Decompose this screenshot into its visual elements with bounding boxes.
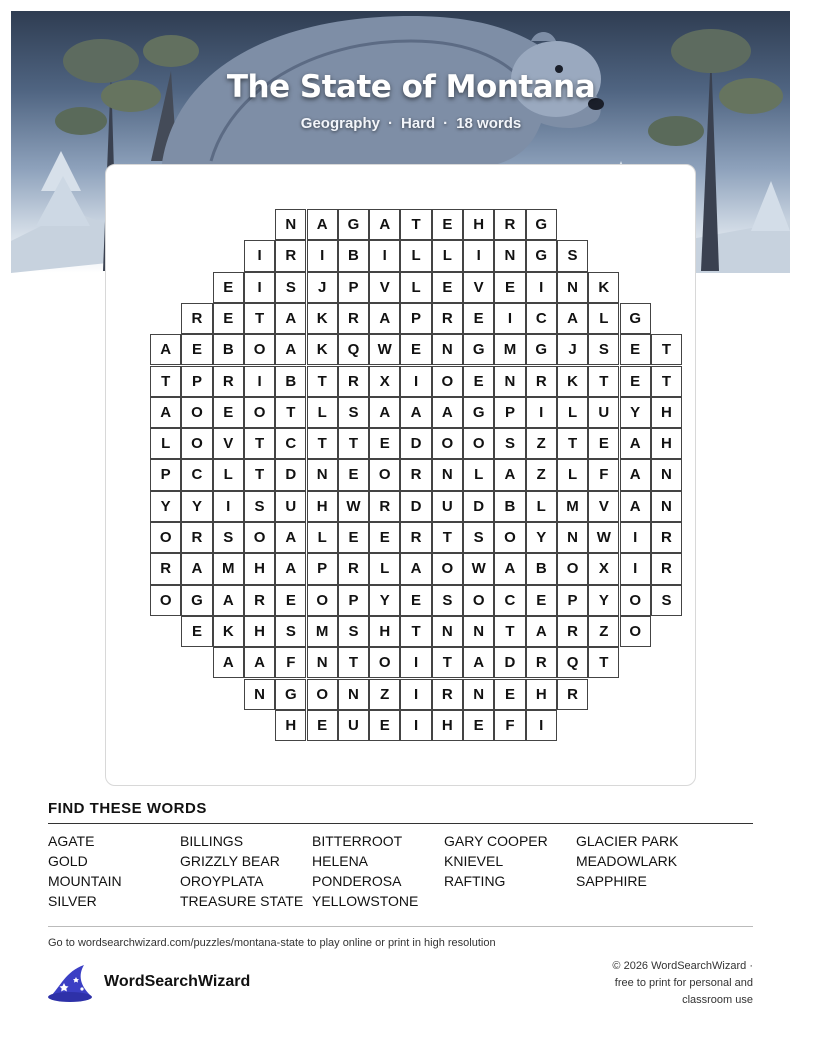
grid-cell: C	[494, 585, 525, 616]
grid-cell: K	[557, 366, 588, 397]
puzzle-meta	[11, 115, 790, 132]
grid-cell: I	[526, 397, 557, 428]
grid-cell: A	[369, 209, 400, 240]
grid-cell: P	[150, 459, 181, 490]
grid-cell: I	[244, 272, 275, 303]
grid-cell: T	[307, 366, 338, 397]
grid-cell: H	[275, 710, 306, 741]
grid-cell: I	[244, 366, 275, 397]
grid-cell: A	[494, 553, 525, 584]
word-list-item: RAFTING	[444, 873, 506, 889]
grid-cell: A	[400, 553, 431, 584]
grid-cell: F	[588, 459, 619, 490]
word-list-item: SILVER	[48, 893, 97, 909]
grid-cell: T	[150, 366, 181, 397]
grid-cell: A	[150, 397, 181, 428]
grid-cell: R	[244, 585, 275, 616]
separator: ·	[387, 115, 393, 132]
word-list-item: GOLD	[48, 853, 88, 869]
grid-cell: E	[588, 428, 619, 459]
grid-cell: E	[400, 585, 431, 616]
grid-cell: L	[150, 428, 181, 459]
grid-cell: A	[275, 553, 306, 584]
word-list-heading: FIND THESE WORDS	[48, 800, 207, 817]
word-list-item: SAPPHIRE	[576, 873, 647, 889]
grid-cell: H	[244, 616, 275, 647]
grid-cell: L	[369, 553, 400, 584]
grid-cell: W	[463, 553, 494, 584]
grid-cell: F	[275, 647, 306, 678]
grid-cell: C	[181, 459, 212, 490]
grid-cell: O	[432, 366, 463, 397]
grid-cell: N	[307, 647, 338, 678]
word-list-item: HELENA	[312, 853, 369, 869]
grid-cell: T	[588, 366, 619, 397]
grid-cell: L	[307, 397, 338, 428]
grid-cell: N	[494, 366, 525, 397]
grid-cell: Q	[338, 334, 369, 365]
grid-cell: A	[275, 522, 306, 553]
grid-cell: Y	[588, 585, 619, 616]
grid-cell: G	[463, 397, 494, 428]
grid-cell: A	[432, 397, 463, 428]
grid-cell: E	[620, 334, 651, 365]
grid-cell: E	[213, 397, 244, 428]
grid-cell: T	[400, 616, 431, 647]
grid-cell: T	[338, 647, 369, 678]
grid-cell: I	[400, 679, 431, 710]
grid-cell: S	[557, 240, 588, 271]
grid-cell: R	[557, 679, 588, 710]
grid-cell: G	[275, 679, 306, 710]
grid-cell: B	[526, 553, 557, 584]
grid-cell: X	[588, 553, 619, 584]
grid-cell: O	[557, 553, 588, 584]
grid-cell: R	[338, 303, 369, 334]
grid-cell: L	[400, 272, 431, 303]
grid-cell: K	[307, 303, 338, 334]
grid-cell: T	[275, 397, 306, 428]
grid-cell: A	[275, 334, 306, 365]
grid-cell: I	[213, 491, 244, 522]
grid-cell: Y	[369, 585, 400, 616]
grid-cell: O	[620, 616, 651, 647]
grid-cell: R	[181, 522, 212, 553]
grid-cell: E	[338, 522, 369, 553]
grid-cell: E	[369, 428, 400, 459]
grid-cell: S	[275, 272, 306, 303]
grid-cell: N	[463, 679, 494, 710]
grid-cell: A	[463, 647, 494, 678]
grid-cell: G	[463, 334, 494, 365]
grid-cell: H	[651, 397, 682, 428]
grid-cell: B	[213, 334, 244, 365]
grid-cell: A	[244, 647, 275, 678]
divider	[48, 823, 753, 824]
grid-cell: R	[338, 553, 369, 584]
grid-cell: J	[557, 334, 588, 365]
difficulty-label: Hard	[400, 115, 436, 132]
grid-cell: R	[651, 553, 682, 584]
grid-cell: H	[432, 710, 463, 741]
grid-cell: G	[526, 209, 557, 240]
grid-cell: I	[400, 647, 431, 678]
grid-cell: K	[213, 616, 244, 647]
grid-cell: M	[494, 334, 525, 365]
grid-cell: O	[150, 522, 181, 553]
brand-name: WordSearchWizard	[104, 973, 251, 990]
grid-cell: R	[432, 679, 463, 710]
grid-cell: N	[651, 491, 682, 522]
grid-cell: T	[432, 522, 463, 553]
grid-cell: E	[432, 209, 463, 240]
grid-cell: L	[213, 459, 244, 490]
grid-cell: A	[213, 647, 244, 678]
grid-cell: N	[244, 679, 275, 710]
grid-cell: N	[275, 209, 306, 240]
grid-cell: O	[463, 428, 494, 459]
grid-cell: E	[463, 710, 494, 741]
grid-cell: A	[620, 428, 651, 459]
word-list-item: YELLOWSTONE	[312, 893, 419, 909]
word-list-item: KNIEVEL	[444, 853, 504, 869]
grid-cell: P	[400, 303, 431, 334]
grid-cell: R	[651, 522, 682, 553]
grid-cell: G	[181, 585, 212, 616]
grid-cell: H	[307, 491, 338, 522]
grid-cell: P	[557, 585, 588, 616]
grid-cell: A	[150, 334, 181, 365]
grid-cell: V	[463, 272, 494, 303]
grid-cell: P	[307, 553, 338, 584]
page-title: The State of Montana	[226, 69, 596, 105]
grid-cell: N	[557, 272, 588, 303]
grid-cell: O	[620, 585, 651, 616]
grid-cell: N	[463, 616, 494, 647]
grid-cell: X	[369, 366, 400, 397]
grid-cell: A	[307, 209, 338, 240]
grid-cell: W	[338, 491, 369, 522]
grid-cell: Q	[557, 647, 588, 678]
grid-cell: S	[338, 397, 369, 428]
grid-cell: R	[432, 303, 463, 334]
grid-cell: T	[244, 303, 275, 334]
grid-cell: R	[150, 553, 181, 584]
word-list-item: BILLINGS	[180, 833, 244, 849]
grid-cell: P	[494, 397, 525, 428]
grid-cell: L	[463, 459, 494, 490]
grid-cell: A	[557, 303, 588, 334]
grid-cell: N	[651, 459, 682, 490]
copyright-line: © 2026 WordSearchWizard ·	[612, 960, 753, 972]
grid-cell: D	[400, 428, 431, 459]
grid-cell: E	[463, 366, 494, 397]
grid-cell: C	[526, 303, 557, 334]
grid-cell: T	[244, 428, 275, 459]
grid-cell: O	[432, 428, 463, 459]
grid-cell: A	[369, 303, 400, 334]
grid-cell: E	[213, 303, 244, 334]
grid-cell: L	[307, 522, 338, 553]
grid-cell: N	[338, 679, 369, 710]
grid-cell: T	[338, 428, 369, 459]
grid-cell: E	[400, 334, 431, 365]
grid-cell: I	[526, 272, 557, 303]
grid-cell: O	[369, 647, 400, 678]
word-list-item: BITTERROOT	[312, 833, 403, 849]
grid-cell: E	[213, 272, 244, 303]
grid-cell: T	[557, 428, 588, 459]
grid-cell: S	[432, 585, 463, 616]
grid-cell: N	[432, 616, 463, 647]
grid-cell: L	[557, 397, 588, 428]
grid-cell: P	[181, 366, 212, 397]
grid-cell: I	[400, 366, 431, 397]
grid-cell: T	[432, 647, 463, 678]
grid-cell: E	[181, 616, 212, 647]
grid-cell: T	[244, 459, 275, 490]
grid-cell: T	[494, 616, 525, 647]
grid-cell: O	[307, 585, 338, 616]
grid-cell: E	[620, 366, 651, 397]
grid-cell: Y	[181, 491, 212, 522]
word-list-item: AGATE	[48, 833, 95, 849]
grid-cell: A	[494, 459, 525, 490]
grid-cell: R	[338, 366, 369, 397]
grid-cell: U	[275, 491, 306, 522]
grid-cell: L	[588, 303, 619, 334]
grid-cell: Z	[369, 679, 400, 710]
grid-cell: A	[526, 616, 557, 647]
grid-cell: R	[526, 647, 557, 678]
grid-cell: S	[244, 491, 275, 522]
grid-cell: Z	[588, 616, 619, 647]
footer-url: Go to wordsearchwizard.com/puzzles/montana-state to play online or print in high resolution	[48, 937, 496, 949]
grid-cell: V	[588, 491, 619, 522]
grid-cell: I	[620, 553, 651, 584]
grid-cell: I	[307, 240, 338, 271]
grid-cell: G	[338, 209, 369, 240]
grid-cell: O	[181, 428, 212, 459]
grid-cell: D	[275, 459, 306, 490]
grid-cell: B	[275, 366, 306, 397]
grid-cell: A	[275, 303, 306, 334]
grid-cell: Z	[526, 459, 557, 490]
grid-cell: R	[400, 522, 431, 553]
grid-cell: H	[369, 616, 400, 647]
grid-cell: E	[307, 710, 338, 741]
grid-cell: I	[494, 303, 525, 334]
grid-cell: O	[307, 679, 338, 710]
grid-cell: O	[244, 397, 275, 428]
grid-cell: O	[463, 585, 494, 616]
grid-cell: O	[244, 334, 275, 365]
divider	[48, 926, 753, 927]
grid-cell: U	[588, 397, 619, 428]
grid-cell: O	[494, 522, 525, 553]
grid-cell: D	[400, 491, 431, 522]
grid-cell: K	[588, 272, 619, 303]
grid-cell: O	[150, 585, 181, 616]
grid-cell: D	[494, 647, 525, 678]
grid-cell: D	[463, 491, 494, 522]
grid-cell: O	[244, 522, 275, 553]
grid-cell: E	[369, 710, 400, 741]
wizard-hat-icon	[46, 963, 94, 1003]
grid-cell: U	[432, 491, 463, 522]
grid-cell: A	[620, 491, 651, 522]
grid-cell: O	[432, 553, 463, 584]
grid-cell: U	[338, 710, 369, 741]
grid-cell: E	[494, 679, 525, 710]
grid-cell: T	[400, 209, 431, 240]
grid-cell: Y	[150, 491, 181, 522]
copyright-line: free to print for personal and	[614, 977, 753, 989]
grid-cell: J	[307, 272, 338, 303]
grid-cell: S	[651, 585, 682, 616]
word-list-item: GARY COOPER	[444, 833, 548, 849]
grid-cell: R	[275, 240, 306, 271]
grid-cell: E	[432, 272, 463, 303]
grid-cell: N	[432, 334, 463, 365]
word-list-item: MEADOWLARK	[576, 853, 678, 869]
grid-cell: Z	[526, 428, 557, 459]
grid-cell: S	[463, 522, 494, 553]
grid-cell: N	[557, 522, 588, 553]
word-count-label: 18 words	[456, 115, 522, 132]
grid-cell: M	[557, 491, 588, 522]
grid-cell: V	[213, 428, 244, 459]
grid-cell: E	[463, 303, 494, 334]
grid-cell: B	[338, 240, 369, 271]
copyright-line: classroom use	[682, 994, 753, 1006]
grid-cell: L	[432, 240, 463, 271]
grid-cell: L	[400, 240, 431, 271]
grid-cell: H	[651, 428, 682, 459]
grid-cell: O	[369, 459, 400, 490]
grid-cell: G	[526, 240, 557, 271]
grid-cell: E	[181, 334, 212, 365]
grid-cell: T	[651, 366, 682, 397]
grid-cell: K	[307, 334, 338, 365]
grid-cell: G	[620, 303, 651, 334]
grid-cell: C	[275, 428, 306, 459]
grid-cell: R	[557, 616, 588, 647]
grid-cell: R	[369, 491, 400, 522]
grid-cell: T	[307, 428, 338, 459]
grid-cell: A	[620, 459, 651, 490]
grid-cell: S	[588, 334, 619, 365]
grid-cell: Y	[526, 522, 557, 553]
grid-cell: N	[494, 240, 525, 271]
grid-cell: I	[620, 522, 651, 553]
grid-cell: G	[526, 334, 557, 365]
grid-cell: L	[526, 491, 557, 522]
grid-cell: R	[213, 366, 244, 397]
grid-cell: N	[432, 459, 463, 490]
grid-cell: E	[494, 272, 525, 303]
grid-cell: S	[213, 522, 244, 553]
grid-cell: B	[494, 491, 525, 522]
grid-cell: H	[526, 679, 557, 710]
grid-cell: P	[338, 272, 369, 303]
grid-cell: R	[526, 366, 557, 397]
grid-cell: E	[526, 585, 557, 616]
grid-cell: S	[494, 428, 525, 459]
grid-cell: R	[181, 303, 212, 334]
grid-cell: F	[494, 710, 525, 741]
grid-cell: R	[400, 459, 431, 490]
grid-cell: N	[307, 459, 338, 490]
grid-cell: I	[244, 240, 275, 271]
grid-cell: M	[213, 553, 244, 584]
grid-cell: W	[369, 334, 400, 365]
grid-cell: W	[588, 522, 619, 553]
copyright	[553, 958, 753, 1009]
grid-cell: L	[557, 459, 588, 490]
grid-cell: I	[463, 240, 494, 271]
word-list-item: MOUNTAIN	[48, 873, 122, 889]
category-label: Geography	[300, 115, 380, 132]
grid-cell: S	[275, 616, 306, 647]
grid-cell: A	[369, 397, 400, 428]
grid-cell: H	[244, 553, 275, 584]
grid-cell: I	[369, 240, 400, 271]
grid-cell: I	[400, 710, 431, 741]
grid-cell: R	[494, 209, 525, 240]
grid-cell: A	[213, 585, 244, 616]
grid-cell: A	[181, 553, 212, 584]
grid-cell: V	[369, 272, 400, 303]
grid-cell: T	[588, 647, 619, 678]
grid-cell: M	[307, 616, 338, 647]
word-list-item: GRIZZLY BEAR	[180, 853, 280, 869]
grid-cell: E	[275, 585, 306, 616]
word-list-item: TREASURE STATE	[180, 893, 304, 909]
grid-cell: E	[338, 459, 369, 490]
word-list-item: PONDEROSA	[312, 873, 402, 889]
grid-cell: T	[651, 334, 682, 365]
separator: ·	[443, 115, 449, 132]
grid-cell: A	[400, 397, 431, 428]
word-list-item: GLACIER PARK	[576, 833, 679, 849]
grid-cell: Y	[620, 397, 651, 428]
grid-cell: S	[338, 616, 369, 647]
grid-cell: E	[369, 522, 400, 553]
grid-cell: P	[338, 585, 369, 616]
grid-cell: H	[463, 209, 494, 240]
word-list-item: OROYPLATA	[180, 873, 264, 889]
grid-cell: I	[526, 710, 557, 741]
grid-cell: O	[181, 397, 212, 428]
